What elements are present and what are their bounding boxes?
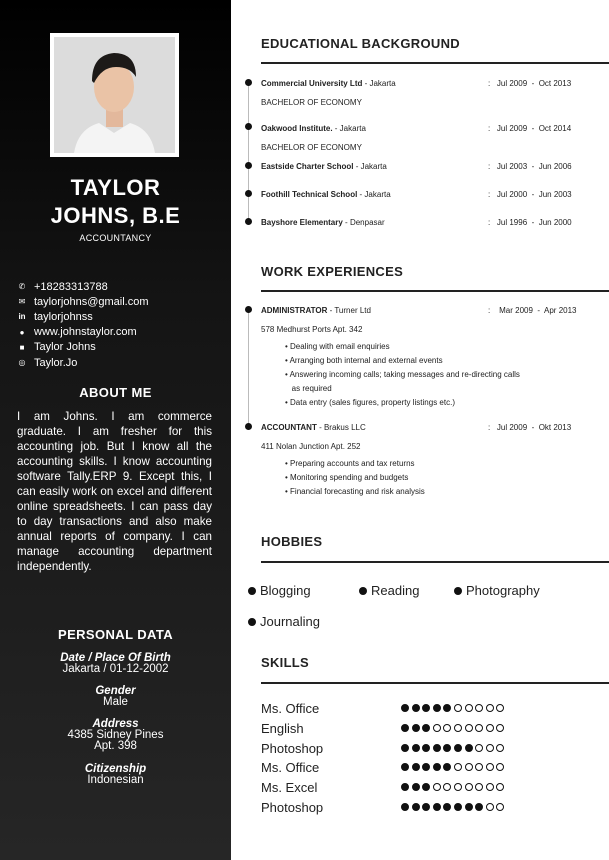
- education-entry: [261, 162, 607, 171]
- skill-name: Photoshop: [261, 800, 324, 815]
- rating-dot-empty: [486, 724, 494, 732]
- work-dates: : Jul 2009 - Okt 2013: [488, 423, 572, 432]
- rating-dot-filled: [412, 763, 420, 771]
- citizenship-label: Citizenship: [84, 763, 147, 775]
- rating-dot-empty: [443, 724, 451, 732]
- address-info: [0, 719, 231, 752]
- instagram-icon: ◎: [18, 358, 26, 368]
- work-timeline: [248, 310, 249, 430]
- rating-dot-filled: [412, 724, 420, 732]
- hobby-label: Reading: [371, 583, 420, 598]
- rating-dot-filled: [454, 744, 462, 752]
- work-duties: [285, 340, 520, 410]
- hobby-label: Blogging: [260, 583, 311, 598]
- education-divider: [261, 62, 609, 64]
- contact-list: [17, 279, 149, 370]
- rating-dot-filled: [454, 803, 462, 811]
- school-name: Bayshore Elementary: [261, 218, 343, 227]
- duty-item: as required: [285, 384, 332, 393]
- duty-item: • Data entry (sales figures, property listings etc.): [285, 398, 455, 407]
- contact-instagram[interactable]: [17, 355, 149, 370]
- skills-title: SKILLS: [261, 655, 310, 670]
- rating-dot-filled: [422, 704, 430, 712]
- rating-dot-empty: [454, 763, 462, 771]
- education-dates: : Jul 2009 - Oct 2013: [488, 79, 572, 88]
- hobbies-divider: [261, 561, 609, 563]
- hobbies-title: HOBBIES: [261, 534, 323, 549]
- rating-dot-empty: [486, 803, 494, 811]
- hobby-label: Journaling: [260, 614, 320, 629]
- hobby-item: [248, 614, 320, 629]
- contact-facebook[interactable]: [17, 340, 149, 355]
- skill-name: Ms. Office: [261, 701, 320, 716]
- rating-dot-empty: [465, 724, 473, 732]
- rating-dot-filled: [465, 803, 473, 811]
- timeline-dot: [245, 423, 252, 430]
- skill-name: English: [261, 721, 304, 736]
- about-text: I am Johns. I am commerce graduate. I am fresher for this accounting job. But I know all the accounting skills. I know accounting software Tally.ERP 9. Except this, I can easily work on excel and different online spreadsheets. I can pass day to day transactions and also make annual reports of company. I can manage accounting department independently.: [17, 410, 212, 573]
- rating-dot-empty: [475, 724, 483, 732]
- skill-rating: [401, 763, 507, 771]
- education-timeline: [248, 82, 249, 224]
- rating-dot-empty: [496, 763, 504, 771]
- duty-item: • Answering incoming calls; taking messages and re-directing calls: [285, 370, 520, 379]
- rating-dot-filled: [401, 783, 409, 791]
- school-place: - Jakarta: [357, 190, 391, 199]
- education-entry: [261, 124, 607, 133]
- skill-name: Photoshop: [261, 741, 324, 756]
- school-place: - Jakarta: [362, 79, 396, 88]
- sidebar: [0, 0, 231, 860]
- name-line-1: TAYLOR: [70, 175, 161, 200]
- skill-rating: [401, 803, 507, 811]
- rating-dot-filled: [443, 803, 451, 811]
- duty-item: • Preparing accounts and tax returns: [285, 459, 415, 468]
- timeline-dot: [245, 162, 252, 169]
- hobby-label: Photography: [466, 583, 540, 598]
- contact-text: Taylor.Jo: [34, 356, 78, 369]
- profile-photo: [50, 33, 179, 157]
- rating-dot-filled: [422, 783, 430, 791]
- education-entry: [261, 218, 607, 227]
- rating-dot-filled: [401, 803, 409, 811]
- full-name: [0, 174, 231, 230]
- education-dates: : Jul 2009 - Oct 2014: [488, 124, 572, 133]
- globe-icon: ●: [19, 327, 25, 337]
- mail-icon: ✉: [18, 297, 26, 307]
- hobby-item: [248, 583, 311, 598]
- hobby-item: [359, 583, 419, 598]
- rating-dot-empty: [496, 704, 504, 712]
- contact-text: +18283313788: [34, 280, 108, 293]
- rating-dot-filled: [412, 704, 420, 712]
- phone-icon: ✆: [18, 282, 26, 292]
- rating-dot-filled: [475, 803, 483, 811]
- school-name: Commercial University Ltd: [261, 79, 363, 88]
- rating-dot-empty: [496, 783, 504, 791]
- rating-dot-empty: [465, 763, 473, 771]
- school-name: Foothill Technical School: [261, 190, 358, 199]
- work-duties: [285, 457, 425, 499]
- skill-rating: [401, 724, 507, 732]
- rating-dot-filled: [433, 704, 441, 712]
- rating-dot-filled: [401, 704, 409, 712]
- duty-item: • Financial forecasting and risk analysis: [285, 487, 425, 496]
- timeline-dot: [245, 79, 252, 86]
- contact-text: www.johnstaylor.com: [34, 326, 137, 339]
- rating-dot-filled: [422, 744, 430, 752]
- rating-dot-empty: [475, 704, 483, 712]
- contact-website[interactable]: [17, 325, 149, 340]
- rating-dot-filled: [433, 763, 441, 771]
- company-name: - Turner Ltd: [327, 306, 371, 315]
- rating-dot-filled: [412, 803, 420, 811]
- skill-row: [261, 741, 561, 761]
- school-place: - Denpasar: [342, 218, 385, 227]
- skill-row: [261, 780, 561, 800]
- rating-dot-empty: [486, 744, 494, 752]
- skill-row: [261, 800, 561, 820]
- timeline-dot: [245, 306, 252, 313]
- rating-dot-empty: [433, 724, 441, 732]
- skill-rating: [401, 704, 507, 712]
- rating-dot-filled: [422, 803, 430, 811]
- education-entry: [261, 79, 607, 88]
- duty-item: • Arranging both internal and external events: [285, 356, 443, 365]
- work-title: WORK EXPERIENCES: [261, 264, 404, 279]
- rating-dot-empty: [443, 783, 451, 791]
- rating-dot-filled: [433, 744, 441, 752]
- rating-dot-empty: [496, 724, 504, 732]
- gender-info: [0, 686, 231, 708]
- address-line-2: Apt. 398: [94, 740, 137, 752]
- rating-dot-filled: [422, 724, 430, 732]
- rating-dot-filled: [443, 704, 451, 712]
- skills-divider: [261, 682, 609, 684]
- school-name: Eastside Charter School: [261, 162, 354, 171]
- contact-text: taylorjohns@gmail.com: [34, 295, 149, 308]
- contact-email[interactable]: [17, 294, 149, 309]
- citizenship-value: Indonesian: [87, 774, 144, 786]
- education-dates: : Jul 2000 - Jun 2003: [488, 190, 572, 199]
- citizenship-info: [0, 764, 231, 786]
- rating-dot-empty: [465, 704, 473, 712]
- rating-dot-empty: [496, 744, 504, 752]
- contact-linkedin[interactable]: [17, 309, 149, 324]
- main-content: [231, 0, 609, 860]
- degree: BACHELOR OF ECONOMY: [261, 98, 362, 107]
- address-line-1: 4385 Sidney Pines: [67, 729, 164, 741]
- bullet-dot: [248, 587, 256, 595]
- hobby-item: [454, 583, 540, 598]
- school-place: - Jakarta: [332, 124, 366, 133]
- rating-dot-empty: [486, 763, 494, 771]
- bullet-dot: [454, 587, 462, 595]
- degree: BACHELOR OF ECONOMY: [261, 143, 362, 152]
- work-divider: [261, 290, 609, 292]
- work-entry: [261, 423, 607, 432]
- education-entry: [261, 190, 607, 199]
- education-dates: : Jul 2003 - Jun 2006: [488, 162, 572, 171]
- name-line-2: JOHNS, B.E: [50, 203, 181, 228]
- skill-row: [261, 701, 561, 721]
- rating-dot-empty: [475, 783, 483, 791]
- about-title: ABOUT ME: [79, 385, 152, 400]
- skill-rating: [401, 744, 507, 752]
- person-portrait: [54, 37, 175, 153]
- rating-dot-empty: [454, 704, 462, 712]
- gender-label: Gender: [95, 685, 136, 697]
- work-entry: [261, 306, 607, 315]
- rating-dot-empty: [465, 783, 473, 791]
- school-name: Oakwood Institute.: [261, 124, 333, 133]
- rating-dot-empty: [486, 783, 494, 791]
- work-address: 411 Nolan Junction Apt. 252: [261, 442, 361, 451]
- rating-dot-filled: [412, 744, 420, 752]
- rating-dot-empty: [475, 744, 483, 752]
- rating-dot-filled: [401, 724, 409, 732]
- linkedin-icon: in: [18, 312, 26, 322]
- duty-item: • Dealing with email enquiries: [285, 342, 390, 351]
- timeline-dot: [245, 190, 252, 197]
- education-dates: : Jul 1996 - Jun 2000: [488, 218, 572, 227]
- facebook-icon: ■: [19, 342, 25, 352]
- work-address: 578 Medhurst Ports Apt. 342: [261, 325, 363, 334]
- rating-dot-empty: [433, 783, 441, 791]
- skill-row: [261, 721, 561, 741]
- contact-phone[interactable]: [17, 279, 149, 294]
- skill-row: [261, 760, 561, 780]
- personal-data-title: PERSONAL DATA: [58, 627, 173, 642]
- skill-name: Ms. Excel: [261, 780, 318, 795]
- timeline-dot: [245, 123, 252, 130]
- job-position: ACCOUNTANT: [261, 423, 317, 432]
- company-name: - Brakus LLC: [316, 423, 366, 432]
- birth-value: Jakarta / 01-12-2002: [62, 663, 169, 675]
- rating-dot-filled: [443, 763, 451, 771]
- gender-value: Male: [103, 696, 128, 708]
- rating-dot-empty: [475, 763, 483, 771]
- rating-dot-empty: [486, 704, 494, 712]
- duty-item: • Monitoring spending and budgets: [285, 473, 409, 482]
- birth-label: Date / Place Of Birth: [60, 652, 171, 664]
- education-title: EDUCATIONAL BACKGROUND: [261, 36, 460, 51]
- rating-dot-filled: [465, 744, 473, 752]
- skill-rating: [401, 783, 507, 791]
- contact-text: Taylor Johns: [34, 341, 96, 354]
- school-place: - Jakarta: [353, 162, 387, 171]
- address-label: Address: [92, 718, 139, 730]
- skill-name: Ms. Office: [261, 760, 320, 775]
- rating-dot-filled: [422, 763, 430, 771]
- rating-dot-empty: [496, 803, 504, 811]
- rating-dot-filled: [412, 783, 420, 791]
- job-position: ADMINISTRATOR: [261, 306, 328, 315]
- work-dates: : Mar 2009 - Apr 2013: [488, 306, 577, 315]
- rating-dot-empty: [454, 783, 462, 791]
- job-title: ACCOUNTANCY: [79, 233, 152, 243]
- bullet-dot: [359, 587, 367, 595]
- timeline-dot: [245, 218, 252, 225]
- rating-dot-filled: [433, 803, 441, 811]
- rating-dot-filled: [443, 744, 451, 752]
- rating-dot-empty: [454, 724, 462, 732]
- rating-dot-filled: [401, 763, 409, 771]
- bullet-dot: [248, 618, 256, 626]
- rating-dot-filled: [401, 744, 409, 752]
- birth-info: [0, 653, 231, 675]
- contact-text: taylorjohnss: [34, 310, 93, 323]
